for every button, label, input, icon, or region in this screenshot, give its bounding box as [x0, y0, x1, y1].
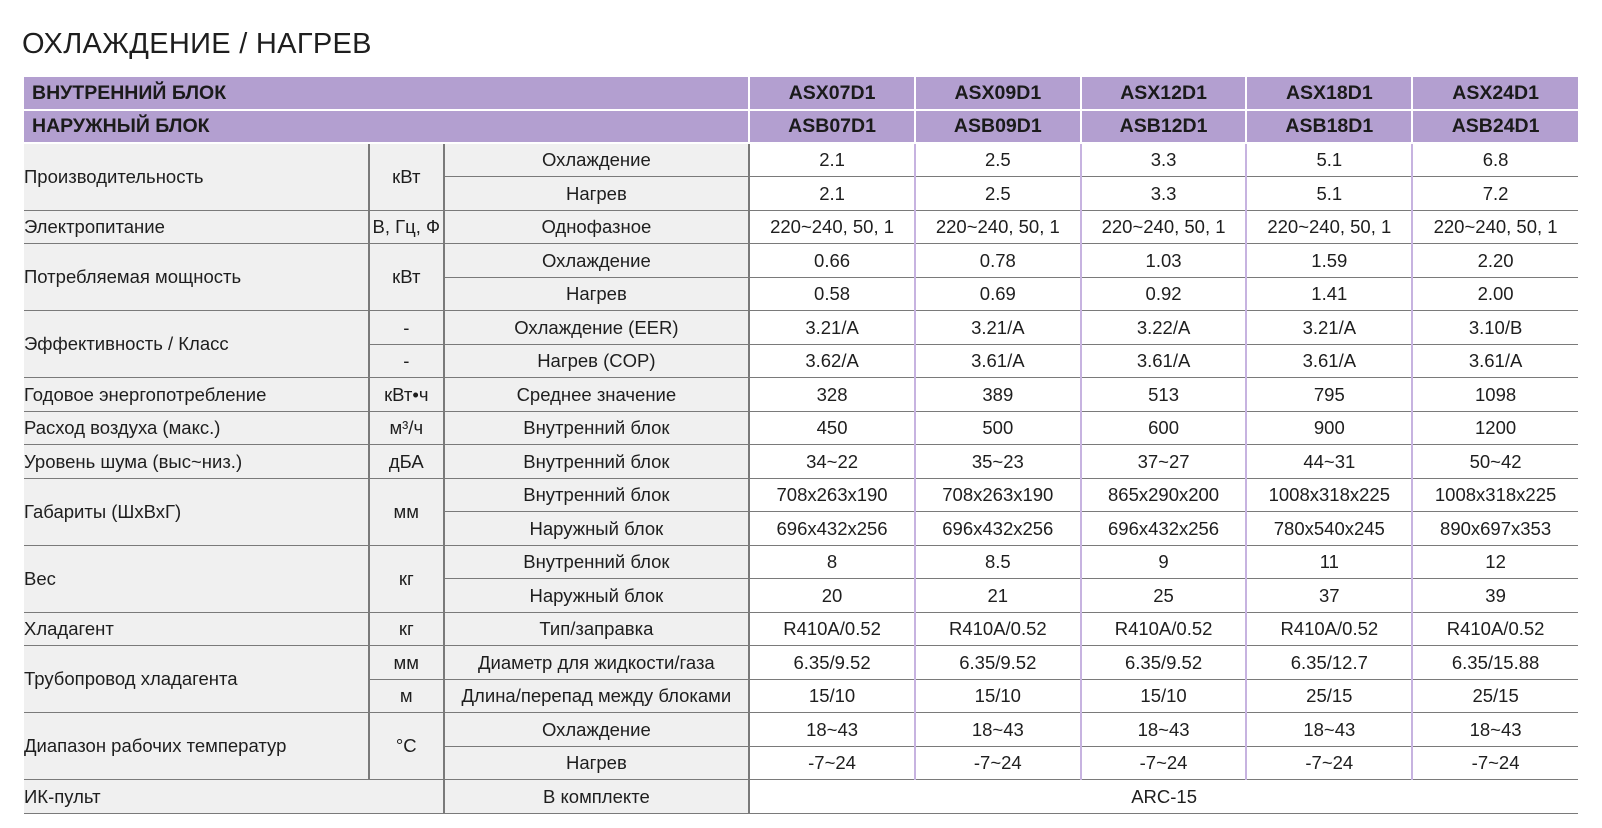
value-cell: R410A/0.52 — [749, 612, 915, 646]
value-cell: 6.35/15.88 — [1412, 646, 1578, 680]
value-cell: 15/10 — [749, 679, 915, 713]
value-cell: 500 — [915, 411, 1081, 445]
value-cell: -7~24 — [1081, 746, 1247, 780]
param-name: Габариты (ШхВхГ) — [24, 478, 369, 545]
param-name: Годовое энергопотребление — [24, 378, 369, 412]
table-row — [24, 478, 1578, 512]
value-cell: 3.10/B — [1412, 311, 1578, 345]
value-cell: 780x540x245 — [1246, 512, 1412, 546]
param-name: Расход воздуха (макс.) — [24, 411, 369, 445]
value-cell: 6.35/9.52 — [1081, 646, 1247, 680]
value-cell: 3.61/A — [1081, 344, 1247, 378]
param-unit: кг — [369, 612, 444, 646]
value-cell: 1.59 — [1246, 244, 1412, 278]
value-cell: 696x432x256 — [915, 512, 1081, 546]
param-mode: Однофазное — [444, 210, 750, 244]
value-cell: 25/15 — [1246, 679, 1412, 713]
value-cell: 2.5 — [915, 177, 1081, 211]
value-cell: 1.41 — [1246, 277, 1412, 311]
value-cell: 1008x318x225 — [1246, 478, 1412, 512]
value-cell: 8.5 — [915, 545, 1081, 579]
param-name: Диапазон рабочих температур — [24, 713, 369, 780]
value-cell: ARC-15 — [749, 780, 1578, 814]
param-name: Потребляемая мощность — [24, 244, 369, 311]
table-row — [24, 411, 1578, 445]
value-cell: 3.21/A — [915, 311, 1081, 345]
value-cell: -7~24 — [749, 746, 915, 780]
value-cell: 865x290x200 — [1081, 478, 1247, 512]
value-cell: 513 — [1081, 378, 1247, 412]
value-cell: 220~240, 50, 1 — [749, 210, 915, 244]
outdoor-model: ASB09D1 — [915, 110, 1081, 143]
value-cell: 220~240, 50, 1 — [1412, 210, 1578, 244]
table-row — [24, 713, 1578, 747]
param-unit: м³/ч — [369, 411, 444, 445]
param-unit: кг — [369, 545, 444, 612]
table-row-remote — [24, 780, 1578, 814]
value-cell: 9 — [1081, 545, 1247, 579]
param-mode: Нагрев — [444, 277, 750, 311]
indoor-model: ASX18D1 — [1246, 77, 1412, 110]
indoor-model: ASX24D1 — [1412, 77, 1578, 110]
param-name: Вес — [24, 545, 369, 612]
outdoor-unit-label: НАРУЖНЫЙ БЛОК — [24, 110, 749, 143]
param-unit: дБА — [369, 445, 444, 479]
outdoor-model: ASB12D1 — [1081, 110, 1247, 143]
param-name: Хладагент — [24, 612, 369, 646]
value-cell: 696x432x256 — [1081, 512, 1247, 546]
param-name: Эффективность / Класс — [24, 311, 369, 378]
param-unit: кВт — [369, 143, 444, 210]
param-mode: В комплекте — [444, 780, 750, 814]
outdoor-model: ASB24D1 — [1412, 110, 1578, 143]
value-cell: 21 — [915, 579, 1081, 613]
table-row — [24, 445, 1578, 479]
value-cell: 708x263x190 — [749, 478, 915, 512]
param-mode: Наружный блок — [444, 579, 750, 613]
param-unit: кВт — [369, 244, 444, 311]
value-cell: 1200 — [1412, 411, 1578, 445]
value-cell: 2.1 — [749, 177, 915, 211]
value-cell: 37 — [1246, 579, 1412, 613]
param-mode: Наружный блок — [444, 512, 750, 546]
value-cell: 18~43 — [915, 713, 1081, 747]
value-cell: 15/10 — [915, 679, 1081, 713]
value-cell: 2.20 — [1412, 244, 1578, 278]
header-row-indoor — [24, 77, 1578, 110]
value-cell: 1.03 — [1081, 244, 1247, 278]
param-unit: м — [369, 679, 444, 713]
value-cell: 18~43 — [1081, 713, 1247, 747]
value-cell: 39 — [1412, 579, 1578, 613]
value-cell: 5.1 — [1246, 177, 1412, 211]
value-cell: 3.21/A — [1246, 311, 1412, 345]
value-cell: 600 — [1081, 411, 1247, 445]
param-name: Электропитание — [24, 210, 369, 244]
value-cell: 18~43 — [1246, 713, 1412, 747]
value-cell: 35~23 — [915, 445, 1081, 479]
value-cell: 2.00 — [1412, 277, 1578, 311]
outdoor-model: ASB07D1 — [749, 110, 915, 143]
param-mode: Внутренний блок — [444, 545, 750, 579]
value-cell: 6.35/12.7 — [1246, 646, 1412, 680]
value-cell: 25/15 — [1412, 679, 1578, 713]
param-unit: В, Гц, Ф — [369, 210, 444, 244]
value-cell: 2.5 — [915, 143, 1081, 177]
table-row — [24, 545, 1578, 579]
value-cell: 696x432x256 — [749, 512, 915, 546]
param-unit: - — [369, 311, 444, 345]
value-cell: 6.35/9.52 — [749, 646, 915, 680]
value-cell: 0.69 — [915, 277, 1081, 311]
table-row — [24, 646, 1578, 680]
value-cell: 20 — [749, 579, 915, 613]
param-mode: Нагрев (COP) — [444, 344, 750, 378]
value-cell: R410A/0.52 — [1081, 612, 1247, 646]
param-name: ИК-пульт — [24, 780, 444, 814]
value-cell: 328 — [749, 378, 915, 412]
indoor-unit-label: ВНУТРЕННИЙ БЛОК — [24, 77, 749, 110]
header-row-outdoor — [24, 110, 1578, 143]
table-row — [24, 612, 1578, 646]
value-cell: 450 — [749, 411, 915, 445]
param-mode: Охлаждение (EER) — [444, 311, 750, 345]
table-row — [24, 378, 1578, 412]
param-mode: Внутренний блок — [444, 411, 750, 445]
value-cell: -7~24 — [1412, 746, 1578, 780]
value-cell: 220~240, 50, 1 — [915, 210, 1081, 244]
table-row — [24, 244, 1578, 278]
value-cell: 6.35/9.52 — [915, 646, 1081, 680]
value-cell: 3.22/A — [1081, 311, 1247, 345]
value-cell: 11 — [1246, 545, 1412, 579]
value-cell: 0.78 — [915, 244, 1081, 278]
value-cell: 34~22 — [749, 445, 915, 479]
value-cell: 12 — [1412, 545, 1578, 579]
value-cell: 795 — [1246, 378, 1412, 412]
value-cell: 18~43 — [1412, 713, 1578, 747]
value-cell: 3.21/A — [749, 311, 915, 345]
value-cell: 1008x318x225 — [1412, 478, 1578, 512]
param-mode: Охлаждение — [444, 244, 750, 278]
value-cell: R410A/0.52 — [1412, 612, 1578, 646]
spec-body — [24, 143, 1578, 813]
param-mode: Длина/перепад между блоками — [444, 679, 750, 713]
value-cell: 7.2 — [1412, 177, 1578, 211]
value-cell: 8 — [749, 545, 915, 579]
indoor-model: ASX09D1 — [915, 77, 1081, 110]
value-cell: -7~24 — [1246, 746, 1412, 780]
value-cell: 3.61/A — [915, 344, 1081, 378]
value-cell: 3.3 — [1081, 143, 1247, 177]
value-cell: 18~43 — [749, 713, 915, 747]
value-cell: 3.62/A — [749, 344, 915, 378]
param-mode: Диаметр для жидкости/газа — [444, 646, 750, 680]
value-cell: 1098 — [1412, 378, 1578, 412]
table-row — [24, 143, 1578, 177]
table-row — [24, 311, 1578, 345]
value-cell: 0.92 — [1081, 277, 1247, 311]
param-mode: Охлаждение — [444, 713, 750, 747]
value-cell: 890x697x353 — [1412, 512, 1578, 546]
page-title: ОХЛАЖДЕНИЕ / НАГРЕВ — [22, 28, 372, 60]
value-cell: 5.1 — [1246, 143, 1412, 177]
value-cell: 15/10 — [1081, 679, 1247, 713]
indoor-model: ASX07D1 — [749, 77, 915, 110]
param-unit: - — [369, 344, 444, 378]
value-cell: 0.66 — [749, 244, 915, 278]
param-mode: Охлаждение — [444, 143, 750, 177]
value-cell: 3.61/A — [1412, 344, 1578, 378]
value-cell: 0.58 — [749, 277, 915, 311]
value-cell: 900 — [1246, 411, 1412, 445]
param-unit: мм — [369, 646, 444, 680]
param-mode: Тип/заправка — [444, 612, 750, 646]
param-mode: Среднее значение — [444, 378, 750, 412]
param-mode: Нагрев — [444, 177, 750, 211]
param-name: Производительность — [24, 143, 369, 210]
value-cell: 3.61/A — [1246, 344, 1412, 378]
param-mode: Внутренний блок — [444, 478, 750, 512]
value-cell: 2.1 — [749, 143, 915, 177]
indoor-model: ASX12D1 — [1081, 77, 1247, 110]
param-unit: мм — [369, 478, 444, 545]
value-cell: 37~27 — [1081, 445, 1247, 479]
value-cell: 708x263x190 — [915, 478, 1081, 512]
value-cell: 220~240, 50, 1 — [1081, 210, 1247, 244]
value-cell: 220~240, 50, 1 — [1246, 210, 1412, 244]
value-cell: 389 — [915, 378, 1081, 412]
value-cell: 25 — [1081, 579, 1247, 613]
table-row — [24, 210, 1578, 244]
value-cell: 3.3 — [1081, 177, 1247, 211]
spec-table — [24, 77, 1578, 814]
value-cell: 6.8 — [1412, 143, 1578, 177]
param-name: Трубопровод хладагента — [24, 646, 369, 713]
value-cell: R410A/0.52 — [1246, 612, 1412, 646]
value-cell: R410A/0.52 — [915, 612, 1081, 646]
value-cell: -7~24 — [915, 746, 1081, 780]
value-cell: 44~31 — [1246, 445, 1412, 479]
param-name: Уровень шума (выс~низ.) — [24, 445, 369, 479]
param-mode: Внутренний блок — [444, 445, 750, 479]
param-unit: °C — [369, 713, 444, 780]
param-mode: Нагрев — [444, 746, 750, 780]
value-cell: 50~42 — [1412, 445, 1578, 479]
param-unit: кВт•ч — [369, 378, 444, 412]
outdoor-model: ASB18D1 — [1246, 110, 1412, 143]
